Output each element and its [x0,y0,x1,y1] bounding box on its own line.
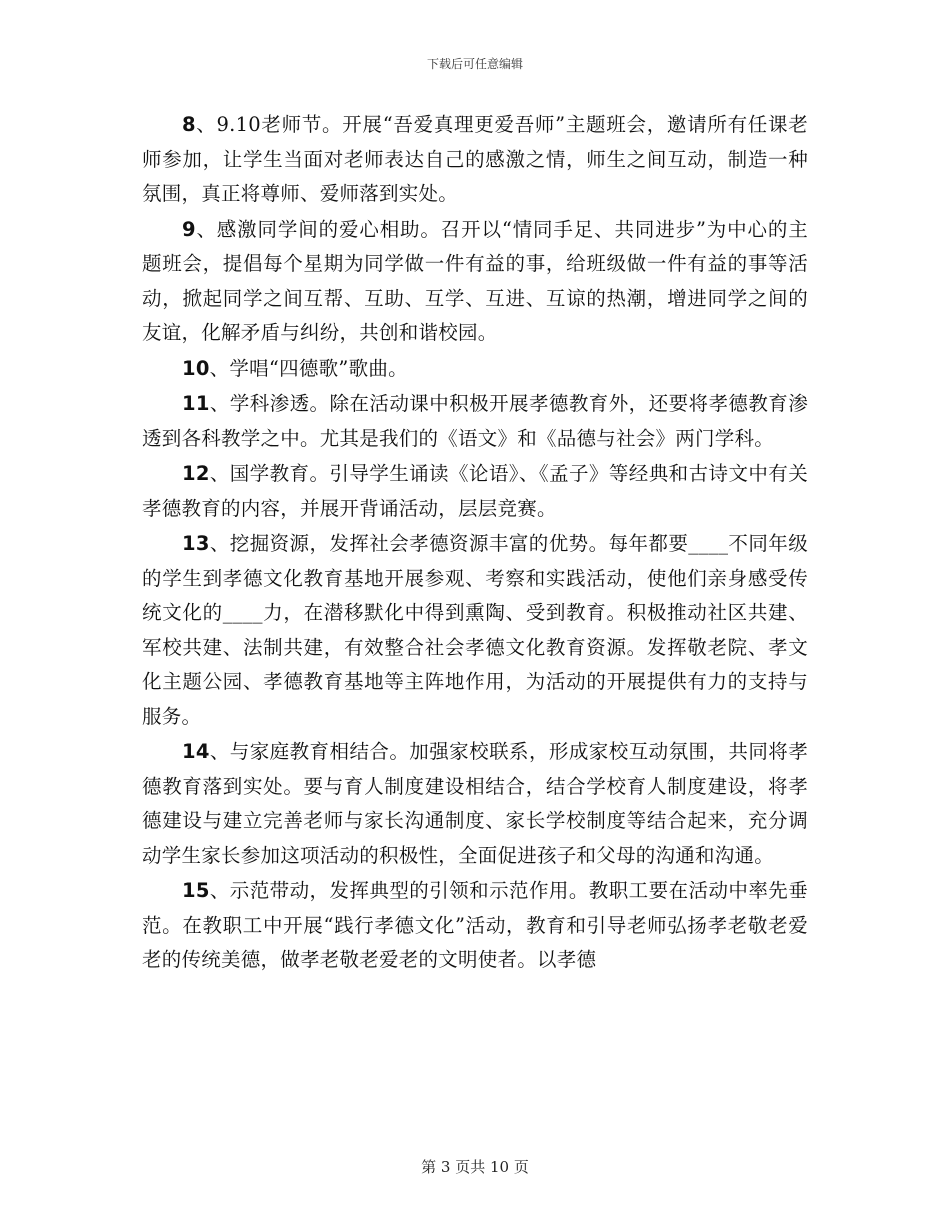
paragraph-13 [142,527,808,734]
paragraph-text: 、与家庭教育相结合。加强家校联系，形成家校互动氛围，共同将孝德教育落到实处。要与育人制度建设相结合，结合学校育人制度建设，将孝德建设与建立完善老师与家长沟通制度、家长学校制度等结合起来，充分调动学生家长参加这项活动的积极性，全面促进孩子和父母的沟通和沟通。 [142,740,808,867]
paragraph-12 [142,457,808,526]
paragraph-11 [142,387,808,456]
item-number: 11 [182,392,210,415]
paragraph-9 [142,213,808,351]
item-number: 15 [182,879,210,902]
paragraph-15 [142,874,808,978]
paragraph-14 [142,735,808,873]
paragraph-8 [142,108,808,212]
item-number: 10 [182,356,210,380]
paragraph-text: 、学科渗透。除在活动课中积极开展孝德教育外，还要将孝德教育渗透到各科教学之中。尤其是我们的《语文》和《品德与社会》两门学科。 [142,392,808,450]
paragraph-text: 、挖掘资源，发挥社会孝德资源丰富的优势。每年都要____不同年级的学生到孝德文化教育基地开展参观、考察和实践活动，使他们亲身感受传统文化的____力，在潜移默化中得到熏陶、受到教育。积极推动社区共建、军校共建、法制共建，有效整合社会孝德文化教育资源。发挥敬老院、孝文化主题公园、孝德教育基地等主阵地作用，为活动的开展提供有力的支持与服务。 [142,532,808,728]
paragraph-text: 、国学教育。引导学生诵读《论语》、《孟子》等经典和古诗文中有关孝德教育的内容，并展开背诵活动，层层竞赛。 [142,462,808,520]
document-body [142,108,808,979]
paragraph-text: 、感激同学间的爱心相助。召开以“情同手足、共同进步”为中心的主题班会，提倡每个星期为同学做一件有益的事，给班级做一件有益的事等活动，掀起同学之间互帮、互助、互学、互进、互谅的热潮，增进同学之间的友谊，化解矛盾与纠纷，共创和谐校园。 [142,217,808,344]
item-number: 8 [182,113,196,136]
item-number: 9 [182,217,196,241]
paragraph-text: 、示范带动，发挥典型的引领和示范作用。教职工要在活动中率先垂范。在教职工中开展“践行孝德文化”活动，教育和引导老师弘扬孝老敬老爱老的传统美德，做孝老敬老爱老的文明使者。以孝德 [142,879,808,971]
item-number: 12 [182,462,210,485]
paragraph-10 [142,352,808,387]
page-footer: 第 3 页共 10 页 [421,1158,529,1176]
item-number: 13 [182,532,210,555]
paragraph-text: 、学唱“四德歌”歌曲。 [209,356,408,380]
paragraph-text: 、9.10老师节。开展“吾爱真理更爱吾师”主题班会，邀请所有任课老师参加，让学生当面对老师表达自己的感激之情，师生之间互动，制造一种氛围，真正将尊师、爱师落到实处。 [142,113,808,205]
item-number: 14 [182,740,210,763]
page-header: 下载后可任意编辑 [426,57,523,71]
